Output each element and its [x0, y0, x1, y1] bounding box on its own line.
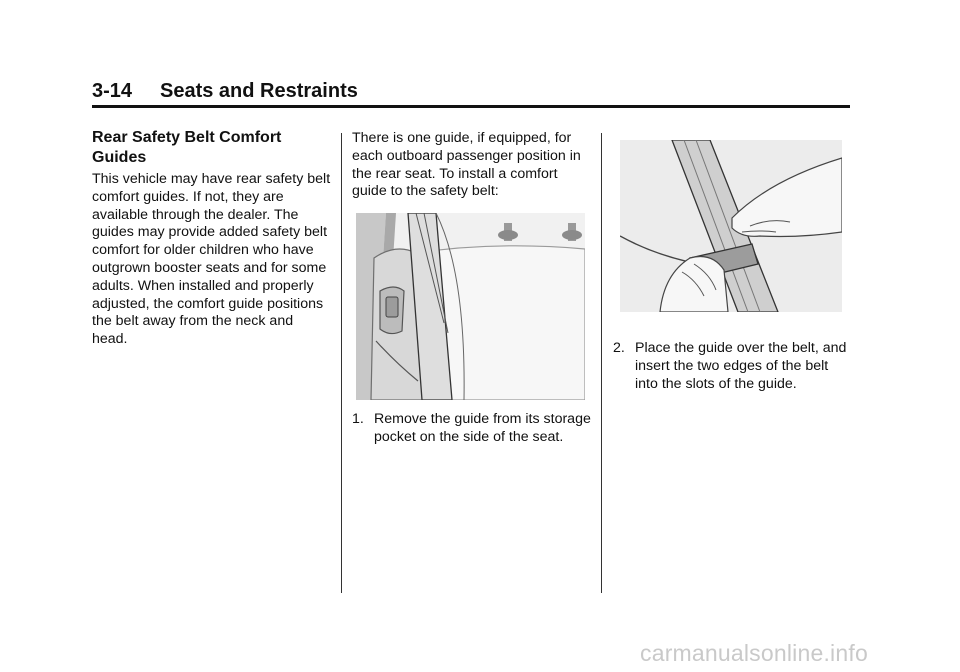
section-title: Rear Safety Belt Comfort Guides [92, 129, 282, 166]
watermark: carmanualsonline.info [640, 640, 868, 666]
step-2-text: Place the guide over the belt, and insert the two edges of the belt into the slots of the guide. [635, 340, 847, 392]
step-2-number: 2. [613, 340, 625, 356]
column-divider-right [601, 133, 602, 593]
step-2 [613, 340, 853, 393]
column-divider-left [341, 133, 342, 593]
step-1 [352, 411, 592, 447]
belt-guide-insertion-illustration [620, 140, 842, 312]
page-number: 3-14 [92, 80, 133, 102]
header-rule [92, 105, 850, 108]
install-intro-paragraph: There is one guide, if equipped, for each outboard passenger position in the rear seat. To install a comfort guide to the safety belt: [352, 130, 581, 200]
step-1-number: 1. [352, 411, 364, 427]
page-header [92, 80, 850, 108]
step-1-text: Remove the guide from its storage pocket on the side of the seat. [374, 411, 591, 445]
chapter-title: Seats and Restraints [160, 80, 358, 102]
intro-paragraph: This vehicle may have rear safety belt comfort guides. If not, they are available through the dealer. The guides may provide added safety belt comfort for older children who have outgrown booster seats and for some adults. When installed and properly adjusted, the comfort guide positions the belt away from the neck and head. [92, 171, 331, 348]
seat-storage-pocket-illustration [356, 213, 585, 400]
